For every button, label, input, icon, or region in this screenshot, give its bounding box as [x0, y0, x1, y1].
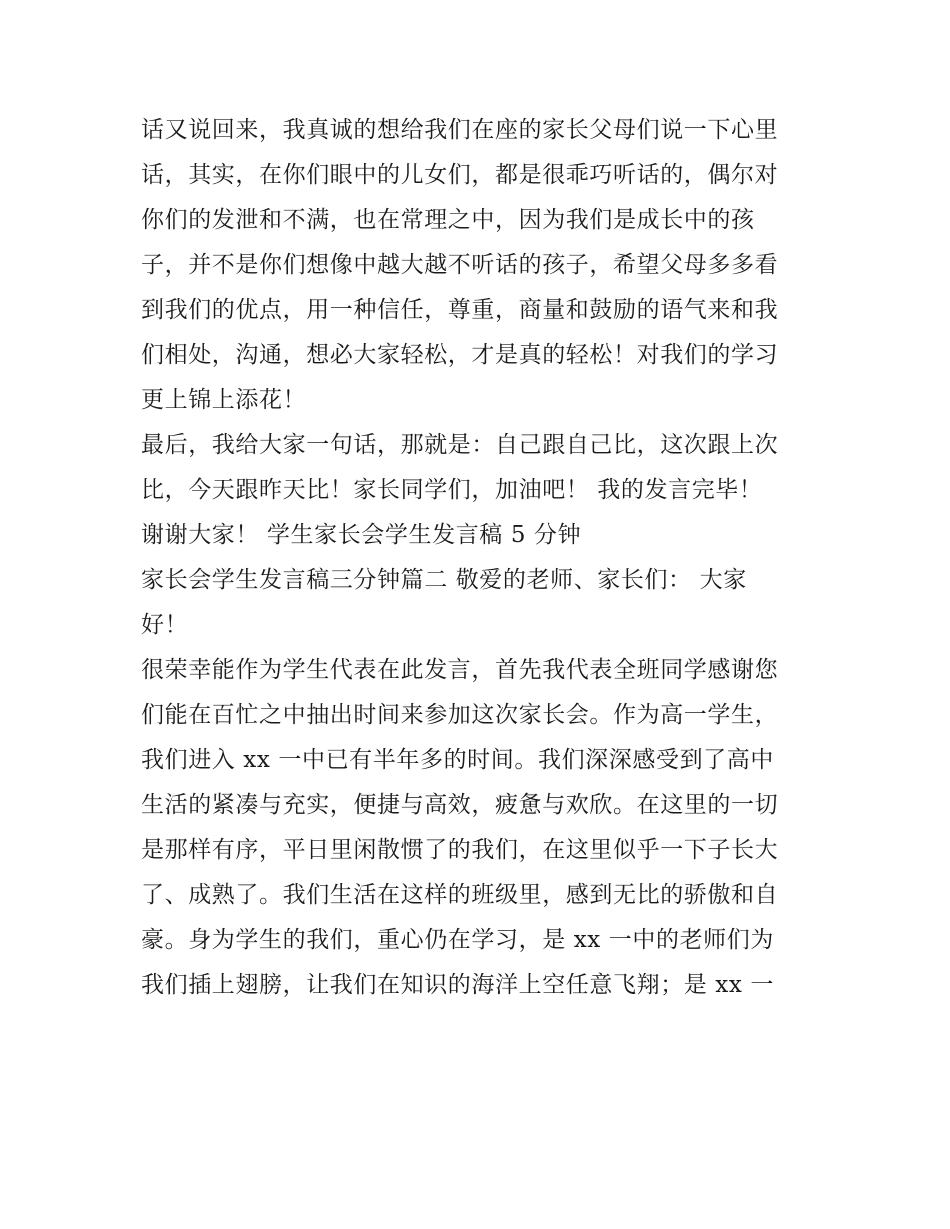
text-line: 到我们的优点，用一种信任，尊重，商量和鼓励的语气来和我: [141, 297, 779, 323]
text-line: 豪。身为学生的我们，重心仍在学习，是 xx 一中的老师们为: [141, 927, 774, 953]
text-line: 生活的紧凑与充实，便捷与高效，疲惫与欢欣。在这里的一切: [141, 792, 779, 818]
document-body: [141, 108, 821, 1008]
text-line: 更上锦上添花！: [141, 387, 307, 413]
text-line: 比，今天跟昨天比！家长同学们，加油吧！ 我的发言完毕！: [141, 477, 763, 503]
text-line: 话又说回来，我真诚的想给我们在座的家长父母们说一下心里: [141, 117, 779, 143]
text-line: 是那样有序，平日里闲散惯了的我们，在这里似乎一下子长大: [141, 837, 779, 863]
text-line: 你们的发泄和不满，也在常理之中，因为我们是成长中的孩: [141, 207, 755, 233]
text-line: 话，其实，在你们眼中的儿女们，都是很乖巧听话的，偶尔对: [141, 162, 779, 188]
text-line: 最后，我给大家一句话，那就是：自己跟自己比，这次跟上次: [141, 432, 779, 458]
text-line: 好！: [141, 612, 189, 638]
text-line: 家长会学生发言稿三分钟篇二 敬爱的老师、家长们： 大家: [141, 567, 747, 593]
text-line: 我们插上翅膀，让我们在知识的海洋上空任意飞翔；是 xx 一: [141, 972, 774, 998]
text-line: 们能在百忙之中抽出时间来参加这次家长会。作为高一学生，: [141, 702, 779, 728]
text-line: 了、成熟了。我们生活在这样的班级里，感到无比的骄傲和自: [141, 882, 779, 908]
text-line: 谢谢大家！ 学生家长会学生发言稿 5 分钟: [141, 522, 582, 548]
text-line: 我们进入 xx 一中已有半年多的时间。我们深深感受到了高中: [141, 747, 774, 773]
text-line: 很荣幸能作为学生代表在此发言，首先我代表全班同学感谢您: [141, 657, 779, 683]
text-line: 们相处，沟通，想必大家轻松，才是真的轻松！对我们的学习: [141, 342, 779, 368]
text-line: 子，并不是你们想像中越大越不听话的孩子，希望父母多多看: [141, 252, 779, 278]
